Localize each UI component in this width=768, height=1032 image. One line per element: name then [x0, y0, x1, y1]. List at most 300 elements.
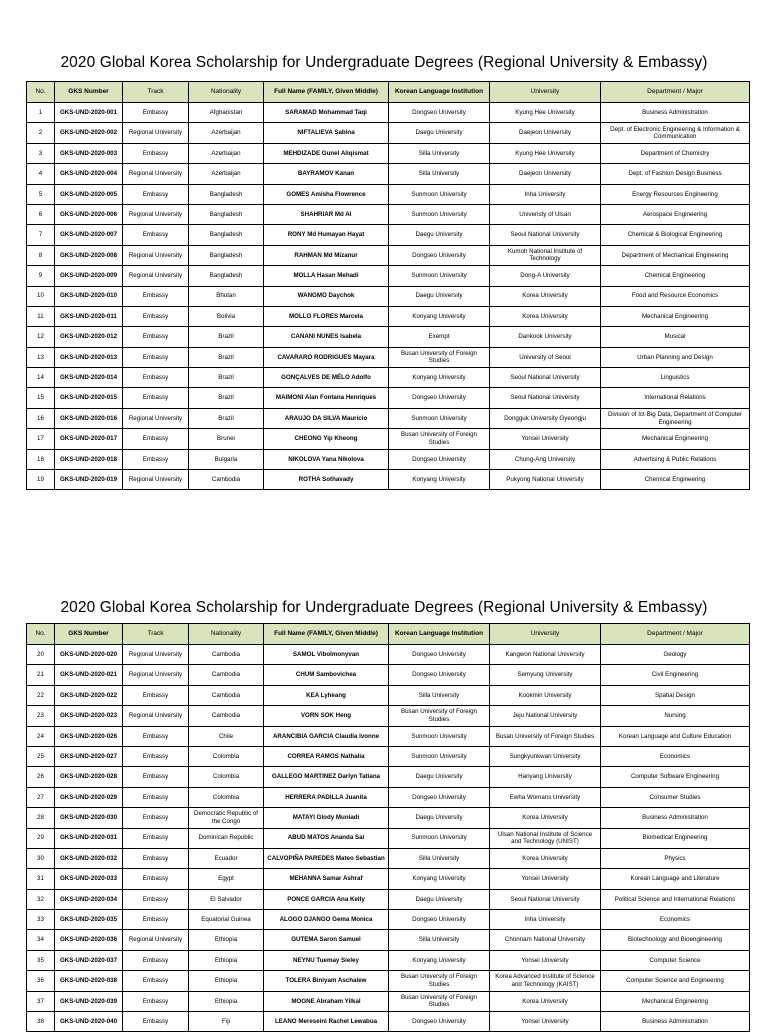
cell-track: Regional University: [123, 204, 189, 224]
cell-department-major: Korean Language and Culture Education: [601, 726, 750, 746]
cell-university: Kyung Hee University: [490, 103, 601, 123]
cell-full-name: PONCE GARCIA Ana Kelly: [264, 889, 389, 909]
table-row: [27, 143, 750, 163]
cell-department-major: Musical: [601, 327, 750, 347]
cell-track: Regional University: [123, 408, 189, 428]
cell-nationality: Brazil: [189, 408, 264, 428]
cell-no: 14: [27, 368, 55, 388]
cell-nationality: Colombia: [189, 787, 264, 807]
cell-gks-number: GKS-UND-2020-023: [55, 706, 123, 726]
cell-department-major: Chemical & Biological Engineering: [601, 225, 750, 245]
cell-university: Kangwon National University: [490, 645, 601, 665]
cell-department-major: Civil Engineering: [601, 665, 750, 685]
cell-full-name: GOMES Amisha Flowrence: [264, 184, 389, 204]
table-row: [27, 327, 750, 347]
cell-department-major: Dept. of Fashion Design Business: [601, 164, 750, 184]
table-body: [27, 103, 750, 490]
cell-track: Regional University: [123, 245, 189, 265]
cell-full-name: NEYNU Tuemay Sieley: [264, 950, 389, 970]
cell-track: Embassy: [123, 327, 189, 347]
cell-korean-language-institution: Silla University: [389, 685, 490, 705]
cell-gks-number: GKS-UND-2020-036: [55, 930, 123, 950]
cell-gks-number: GKS-UND-2020-007: [55, 225, 123, 245]
cell-no: 35: [27, 950, 55, 970]
cell-gks-number: GKS-UND-2020-039: [55, 991, 123, 1011]
cell-track: Embassy: [123, 746, 189, 766]
cell-gks-number: GKS-UND-2020-003: [55, 143, 123, 163]
cell-university: Inha University: [490, 184, 601, 204]
cell-university: Korea University: [490, 808, 601, 828]
cell-nationality: Democratic Republic of the Congo: [189, 808, 264, 828]
cell-no: 34: [27, 930, 55, 950]
cell-korean-language-institution: Dongseo University: [389, 787, 490, 807]
cell-gks-number: GKS-UND-2020-022: [55, 685, 123, 705]
cell-no: 3: [27, 143, 55, 163]
cell-nationality: Cambodia: [189, 685, 264, 705]
cell-korean-language-institution: Konyang University: [389, 950, 490, 970]
cell-gks-number: GKS-UND-2020-016: [55, 408, 123, 428]
table-row: [27, 306, 750, 326]
cell-no: 31: [27, 869, 55, 889]
cell-full-name: MATAYI Glody Muniadi: [264, 808, 389, 828]
cell-no: 11: [27, 306, 55, 326]
cell-nationality: Azerbaijan: [189, 143, 264, 163]
table-row: [27, 889, 750, 909]
cell-korean-language-institution: Konyang University: [389, 368, 490, 388]
cell-department-major: Geology: [601, 645, 750, 665]
cell-gks-number: GKS-UND-2020-001: [55, 103, 123, 123]
cell-nationality: Fiji: [189, 1012, 264, 1032]
cell-university: Seoul National University: [490, 388, 601, 408]
col-header-full-name: Full Name (FAMILY, Given Middle): [264, 82, 389, 103]
cell-university: Seoul National University: [490, 368, 601, 388]
cell-track: Regional University: [123, 266, 189, 286]
cell-department-major: Department of Chemistry: [601, 143, 750, 163]
cell-no: 21: [27, 665, 55, 685]
cell-university: Yonsei University: [490, 1012, 601, 1032]
cell-full-name: ARAUJO DA SILVA Mauricio: [264, 408, 389, 428]
cell-nationality: Cambodia: [189, 645, 264, 665]
cell-gks-number: GKS-UND-2020-017: [55, 429, 123, 449]
cell-department-major: Korean Language and Literature: [601, 869, 750, 889]
cell-full-name: TOLERA Biniyam Aschalew: [264, 971, 389, 991]
cell-gks-number: GKS-UND-2020-004: [55, 164, 123, 184]
cell-korean-language-institution: Daegu University: [389, 808, 490, 828]
cell-nationality: Cambodia: [189, 470, 264, 490]
cell-full-name: HERRERA PADILLA Juanita: [264, 787, 389, 807]
cell-university: Kumoh National Institute of Technology: [490, 245, 601, 265]
cell-no: 6: [27, 204, 55, 224]
col-header-full-name: Full Name (FAMILY, Given Middle): [264, 624, 389, 645]
cell-track: Regional University: [123, 706, 189, 726]
cell-track: Regional University: [123, 123, 189, 143]
cell-gks-number: GKS-UND-2020-018: [55, 449, 123, 469]
cell-nationality: Egypt: [189, 869, 264, 889]
cell-full-name: ALOGO DJANGO Gema Monica: [264, 910, 389, 930]
cell-full-name: KEA Lyheang: [264, 685, 389, 705]
cell-university: Korea University: [490, 286, 601, 306]
cell-full-name: SARAMAD Mohammad Taqi: [264, 103, 389, 123]
cell-university: Ewha Womans University: [490, 787, 601, 807]
col-header-university: University: [490, 624, 601, 645]
cell-gks-number: GKS-UND-2020-009: [55, 266, 123, 286]
cell-track: Embassy: [123, 869, 189, 889]
cell-korean-language-institution: Silla University: [389, 164, 490, 184]
cell-nationality: Brunei: [189, 429, 264, 449]
cell-gks-number: GKS-UND-2020-015: [55, 388, 123, 408]
cell-korean-language-institution: Sunmoon University: [389, 828, 490, 848]
cell-gks-number: GKS-UND-2020-013: [55, 347, 123, 367]
cell-department-major: Aerospace Engineering: [601, 204, 750, 224]
table-row: [27, 971, 750, 991]
cell-korean-language-institution: Konyang University: [389, 470, 490, 490]
cell-no: 33: [27, 910, 55, 930]
table-row: [27, 368, 750, 388]
cell-department-major: Chemical Engineering: [601, 470, 750, 490]
cell-track: Regional University: [123, 164, 189, 184]
cell-full-name: GUTEMA Saron Samuel: [264, 930, 389, 950]
cell-no: 8: [27, 245, 55, 265]
header-row: [27, 624, 750, 645]
cell-full-name: RAHMAN Md Mizanur: [264, 245, 389, 265]
cell-nationality: Equatorial Guinea: [189, 910, 264, 930]
cell-no: 12: [27, 327, 55, 347]
table-row: [27, 991, 750, 1011]
cell-nationality: Ethiopia: [189, 991, 264, 1011]
cell-korean-language-institution: Sunmoon University: [389, 726, 490, 746]
cell-full-name: MEHANNA Samar Ashraf: [264, 869, 389, 889]
cell-university: Univeristy of Ulsan: [490, 204, 601, 224]
cell-korean-language-institution: Busan University of Foreign Studies: [389, 706, 490, 726]
cell-gks-number: GKS-UND-2020-037: [55, 950, 123, 970]
cell-nationality: Ecuador: [189, 848, 264, 868]
col-header-no: No.: [27, 82, 55, 103]
cell-department-major: Computer Science and Engineering: [601, 971, 750, 991]
cell-no: 37: [27, 991, 55, 1011]
cell-gks-number: GKS-UND-2020-019: [55, 470, 123, 490]
cell-university: Chung-Ang University: [490, 449, 601, 469]
cell-no: 20: [27, 645, 55, 665]
cell-gks-number: GKS-UND-2020-008: [55, 245, 123, 265]
cell-track: Embassy: [123, 143, 189, 163]
cell-university: Jeju National University: [490, 706, 601, 726]
cell-nationality: Ethiopia: [189, 950, 264, 970]
cell-korean-language-institution: Sunmoon University: [389, 408, 490, 428]
cell-full-name: CANANI NUNES Isabela: [264, 327, 389, 347]
cell-university: Kyung Hee University: [490, 143, 601, 163]
cell-department-major: Energy Resources Engineering: [601, 184, 750, 204]
col-header-nationality: Nationality: [189, 624, 264, 645]
cell-full-name: MOLLA Hasan Mehadi: [264, 266, 389, 286]
cell-nationality: Ethiopia: [189, 930, 264, 950]
cell-department-major: Mechanical Engineering: [601, 306, 750, 326]
cell-track: Embassy: [123, 225, 189, 245]
cell-university: Inha University: [490, 910, 601, 930]
cell-department-major: Mechanical Engineering: [601, 429, 750, 449]
cell-full-name: MEHDIZADE Gunel Aliqismat: [264, 143, 389, 163]
cell-track: Regional University: [123, 665, 189, 685]
cell-gks-number: GKS-UND-2020-029: [55, 787, 123, 807]
cell-full-name: CHUM Sambovichea: [264, 665, 389, 685]
cell-full-name: CORREA RAMOS Nathalia: [264, 746, 389, 766]
cell-department-major: Division of Ict·Big Data, Department of Computer Engineering: [601, 408, 750, 428]
cell-track: Embassy: [123, 767, 189, 787]
col-header-gks-number: GKS Number: [55, 624, 123, 645]
cell-department-major: International Relations: [601, 388, 750, 408]
cell-gks-number: GKS-UND-2020-040: [55, 1012, 123, 1032]
cell-no: 19: [27, 470, 55, 490]
cell-track: Embassy: [123, 184, 189, 204]
col-header-gks-number: GKS Number: [55, 82, 123, 103]
cell-full-name: SHAHRIAR Md Al: [264, 204, 389, 224]
cell-no: 1: [27, 103, 55, 123]
table-row: [27, 787, 750, 807]
cell-full-name: GALLEGO MARTINEZ Darlyn Tatiana: [264, 767, 389, 787]
cell-track: Embassy: [123, 726, 189, 746]
cell-korean-language-institution: Dongseo University: [389, 103, 490, 123]
cell-korean-language-institution: Konyang University: [389, 306, 490, 326]
table-row: [27, 645, 750, 665]
cell-korean-language-institution: Sunmoon University: [389, 266, 490, 286]
cell-university: Korea University: [490, 306, 601, 326]
cell-no: 29: [27, 828, 55, 848]
cell-gks-number: GKS-UND-2020-035: [55, 910, 123, 930]
cell-gks-number: GKS-UND-2020-021: [55, 665, 123, 685]
cell-full-name: LEANO Mereseini Rachel Lewabua: [264, 1012, 389, 1032]
cell-department-major: Business Administration: [601, 103, 750, 123]
cell-no: 28: [27, 808, 55, 828]
cell-track: Regional University: [123, 470, 189, 490]
cell-university: Korea Advanced Institute of Science and Technology (KAIST): [490, 971, 601, 991]
cell-full-name: WANGMO Daychok: [264, 286, 389, 306]
cell-no: 15: [27, 388, 55, 408]
cell-university: Korea University: [490, 991, 601, 1011]
cell-university: Yonsei University: [490, 429, 601, 449]
cell-no: 9: [27, 266, 55, 286]
table-row: [27, 103, 750, 123]
cell-korean-language-institution: Busan University of Foreign Studies: [389, 347, 490, 367]
cell-gks-number: GKS-UND-2020-020: [55, 645, 123, 665]
cell-department-major: Economics: [601, 746, 750, 766]
cell-nationality: Colombia: [189, 746, 264, 766]
table-row: [27, 470, 750, 490]
cell-track: Embassy: [123, 828, 189, 848]
cell-full-name: CHEONG Yip Kheong: [264, 429, 389, 449]
cell-nationality: Bangladesh: [189, 225, 264, 245]
cell-nationality: Bangladesh: [189, 204, 264, 224]
cell-track: Embassy: [123, 286, 189, 306]
cell-department-major: Business Administration: [601, 808, 750, 828]
table-row: [27, 164, 750, 184]
cell-university: Seoul National University: [490, 889, 601, 909]
cell-korean-language-institution: Sunmoon University: [389, 746, 490, 766]
cell-gks-number: GKS-UND-2020-034: [55, 889, 123, 909]
cell-track: Embassy: [123, 808, 189, 828]
col-header-nationality: Nationality: [189, 82, 264, 103]
cell-gks-number: GKS-UND-2020-005: [55, 184, 123, 204]
cell-korean-language-institution: Silla University: [389, 930, 490, 950]
cell-korean-language-institution: Daegu University: [389, 889, 490, 909]
cell-department-major: Spatial Design: [601, 685, 750, 705]
cell-full-name: MAIMONI Alan Fontana Henriques: [264, 388, 389, 408]
cell-department-major: Advertising & Public Relations: [601, 449, 750, 469]
cell-korean-language-institution: Dongseo University: [389, 1012, 490, 1032]
table-row: [27, 266, 750, 286]
cell-department-major: Political Science and International Relations: [601, 889, 750, 909]
table-row: [27, 449, 750, 469]
cell-nationality: Colombia: [189, 767, 264, 787]
cell-track: Regional University: [123, 930, 189, 950]
col-header-department-major: Department / Major: [601, 624, 750, 645]
cell-no: 16: [27, 408, 55, 428]
cell-track: Embassy: [123, 368, 189, 388]
cell-full-name: NIFTALIEVA Sabina: [264, 123, 389, 143]
cell-full-name: RONY Md Humayan Hayat: [264, 225, 389, 245]
cell-gks-number: GKS-UND-2020-028: [55, 767, 123, 787]
cell-gks-number: GKS-UND-2020-006: [55, 204, 123, 224]
cell-full-name: VORN SOK Heng: [264, 706, 389, 726]
cell-nationality: Bangladesh: [189, 184, 264, 204]
cell-full-name: MOGNE Abraham Yilkal: [264, 991, 389, 1011]
table-row: [27, 123, 750, 143]
cell-korean-language-institution: Silla University: [389, 143, 490, 163]
cell-university: Busan University of Foreign Studies: [490, 726, 601, 746]
cell-department-major: Computer Software Engineering: [601, 767, 750, 787]
scholarship-table: [26, 623, 750, 1032]
cell-gks-number: GKS-UND-2020-030: [55, 808, 123, 828]
cell-gks-number: GKS-UND-2020-026: [55, 726, 123, 746]
cell-nationality: Cambodia: [189, 706, 264, 726]
cell-gks-number: GKS-UND-2020-011: [55, 306, 123, 326]
cell-no: 10: [27, 286, 55, 306]
cell-university: Chonnam National University: [490, 930, 601, 950]
cell-track: Embassy: [123, 103, 189, 123]
table-row: [27, 286, 750, 306]
cell-university: Daejeon University: [490, 123, 601, 143]
cell-department-major: Chemical Engineering: [601, 266, 750, 286]
cell-track: Embassy: [123, 971, 189, 991]
cell-department-major: Food and Resource Economics: [601, 286, 750, 306]
cell-korean-language-institution: Sunmoon University: [389, 184, 490, 204]
cell-track: Embassy: [123, 787, 189, 807]
cell-korean-language-institution: Sunmoon University: [389, 204, 490, 224]
cell-korean-language-institution: Dongseo University: [389, 665, 490, 685]
cell-no: 23: [27, 706, 55, 726]
cell-department-major: Consumer Studies: [601, 787, 750, 807]
col-header-no: No.: [27, 624, 55, 645]
table-row: [27, 204, 750, 224]
cell-korean-language-institution: Exempt: [389, 327, 490, 347]
cell-university: Dankook University: [490, 327, 601, 347]
cell-track: Embassy: [123, 1012, 189, 1032]
cell-korean-language-institution: Konyang University: [389, 869, 490, 889]
cell-nationality: Bhutan: [189, 286, 264, 306]
cell-track: Embassy: [123, 950, 189, 970]
cell-department-major: Urban Planning and Design: [601, 347, 750, 367]
cell-department-major: Nursing: [601, 706, 750, 726]
col-header-korean-language-institution: Korean Language Institution: [389, 624, 490, 645]
table-row: [27, 828, 750, 848]
cell-gks-number: GKS-UND-2020-002: [55, 123, 123, 143]
cell-nationality: Dominican Republic: [189, 828, 264, 848]
table-row: [27, 808, 750, 828]
cell-department-major: Dept. of Electronic Engineering & Information & Communication: [601, 123, 750, 143]
cell-nationality: Brazil: [189, 368, 264, 388]
table-row: [27, 347, 750, 367]
table-row: [27, 706, 750, 726]
cell-university: Pukyong National University: [490, 470, 601, 490]
cell-university: Ulsan National Institute of Science and Technology (UNIST): [490, 828, 601, 848]
cell-university: Dongguk University Gyeongju: [490, 408, 601, 428]
cell-track: Embassy: [123, 848, 189, 868]
table-body: [27, 645, 750, 1032]
page-title: 2020 Global Korea Scholarship for Undergraduate Degrees (Regional University & Embassy): [60, 599, 708, 616]
table-row: [27, 848, 750, 868]
cell-department-major: Linguistics: [601, 368, 750, 388]
cell-department-major: Department of Mechanical Engineering: [601, 245, 750, 265]
table-row: [27, 950, 750, 970]
cell-nationality: Afghanistan: [189, 103, 264, 123]
cell-no: 2: [27, 123, 55, 143]
cell-nationality: El Salvador: [189, 889, 264, 909]
cell-university: Hanyang University: [490, 767, 601, 787]
cell-university: Sungkyunkwan University: [490, 746, 601, 766]
cell-department-major: Physics: [601, 848, 750, 868]
cell-korean-language-institution: Dongseo University: [389, 910, 490, 930]
cell-full-name: GONÇALVES DE MÉLO Adolfo: [264, 368, 389, 388]
cell-korean-language-institution: Dongseo University: [389, 388, 490, 408]
cell-full-name: ARANCIBIA GARCIA Claudia Ivonne: [264, 726, 389, 746]
cell-department-major: Mechanical Engineering: [601, 991, 750, 1011]
cell-track: Embassy: [123, 306, 189, 326]
cell-no: 7: [27, 225, 55, 245]
cell-no: 4: [27, 164, 55, 184]
cell-full-name: ABUD MATOS Ananda Sai: [264, 828, 389, 848]
cell-gks-number: GKS-UND-2020-010: [55, 286, 123, 306]
table-row: [27, 910, 750, 930]
table-row: [27, 930, 750, 950]
cell-no: 5: [27, 184, 55, 204]
cell-no: 17: [27, 429, 55, 449]
cell-department-major: Biotechnology and Bioengineering: [601, 930, 750, 950]
cell-no: 27: [27, 787, 55, 807]
cell-no: 38: [27, 1012, 55, 1032]
cell-gks-number: GKS-UND-2020-032: [55, 848, 123, 868]
table-row: [27, 245, 750, 265]
cell-track: Regional University: [123, 645, 189, 665]
cell-nationality: Bulgaria: [189, 449, 264, 469]
cell-full-name: BAYRAMOV Kanan: [264, 164, 389, 184]
cell-department-major: Economics: [601, 910, 750, 930]
cell-nationality: Chile: [189, 726, 264, 746]
col-header-track: Track: [123, 624, 189, 645]
cell-track: Embassy: [123, 347, 189, 367]
cell-korean-language-institution: Daegu University: [389, 767, 490, 787]
cell-full-name: SAMOL Vibolmonyvan: [264, 645, 389, 665]
cell-department-major: Business Administration: [601, 1012, 750, 1032]
cell-track: Embassy: [123, 889, 189, 909]
table-row: [27, 225, 750, 245]
table-row: [27, 767, 750, 787]
cell-no: 22: [27, 685, 55, 705]
cell-korean-language-institution: Daegu University: [389, 225, 490, 245]
cell-korean-language-institution: Daegu University: [389, 286, 490, 306]
cell-full-name: CALVOPIÑA PAREDES Mateo Sebastian: [264, 848, 389, 868]
page-title: 2020 Global Korea Scholarship for Undergraduate Degrees (Regional University & Embassy): [60, 54, 708, 71]
col-header-track: Track: [123, 82, 189, 103]
cell-korean-language-institution: Busan University of Foreign Studies: [389, 429, 490, 449]
cell-korean-language-institution: Dongseo University: [389, 449, 490, 469]
